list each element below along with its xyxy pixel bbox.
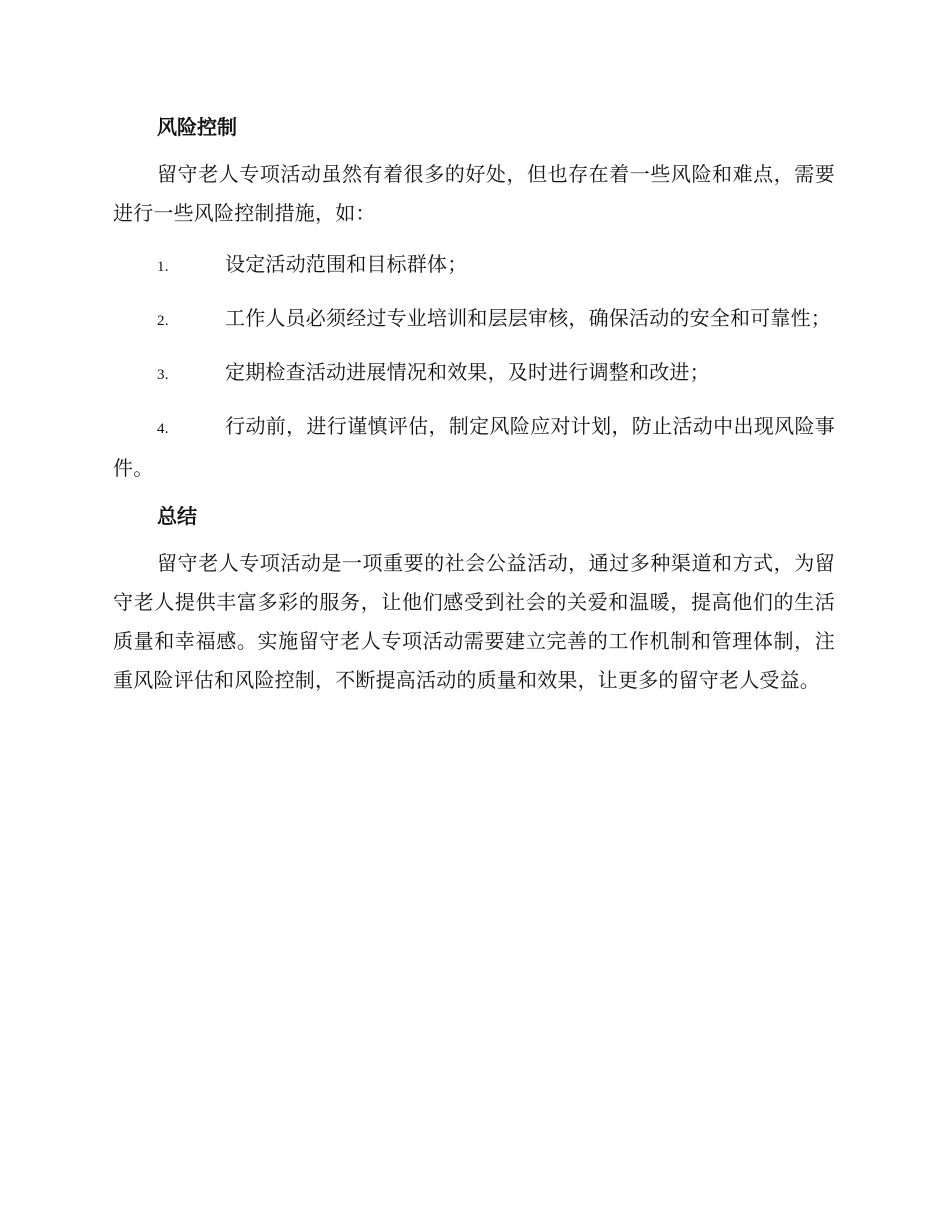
summary-body: 留守老人专项活动是一项重要的社会公益活动，通过多种渠道和方式，为留守老人提供丰富多彩的服务，让他们感受到社会的关爱和温暖，提高他们的生活质量和幸福感。实施留守老人专项活动需要建立完善的工作机制和管理体制，注重风险评估和风险控制，不断提高活动的质量和效果，让更多的留守老人受益。 xyxy=(113,551,835,692)
list-item xyxy=(113,407,835,488)
list-text: 行动前，进行谨慎评估，制定风险应对计划，防止活动中出现风险事件。 xyxy=(113,414,835,480)
list-item xyxy=(113,245,835,287)
list-item xyxy=(113,299,835,341)
list-number: 4. xyxy=(157,421,169,437)
list-text: 设定活动范围和目标群体； xyxy=(225,252,468,276)
section-heading-summary: 总结 xyxy=(157,504,197,528)
list-number: 1. xyxy=(157,259,169,275)
list-text: 工作人员必须经过专业培训和层层审核，确保活动的安全和可靠性； xyxy=(225,306,831,330)
section-heading-risk-control: 风险控制 xyxy=(157,115,237,139)
list-number: 3. xyxy=(157,367,169,383)
list-text: 定期检查活动进展情况和效果，及时进行调整和改进； xyxy=(225,360,710,384)
list-item xyxy=(113,353,835,395)
list-number: 2. xyxy=(157,313,169,329)
document-page xyxy=(113,105,835,712)
risk-control-intro: 留守老人专项活动虽然有着很多的好处，但也存在着一些风险和难点，需要进行一些风险控制措施，如： xyxy=(113,162,835,225)
